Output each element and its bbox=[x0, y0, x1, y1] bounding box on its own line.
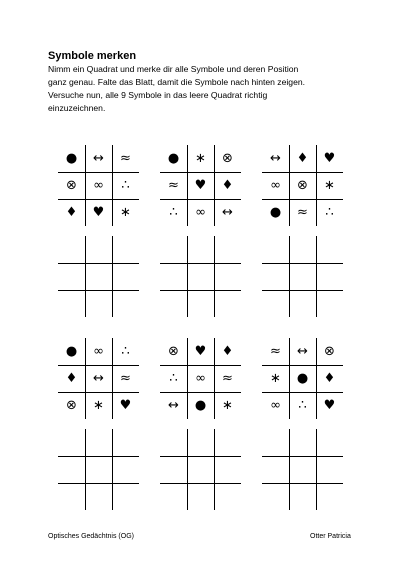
symbol-cell: ∗ bbox=[120, 205, 131, 220]
symbol-cell: ● bbox=[269, 205, 282, 220]
grid-line-horizontal bbox=[58, 290, 139, 291]
symbol-cell: ↔ bbox=[222, 205, 233, 220]
instruction-line: Nimm ein Quadrat und merke dir alle Symbole und deren Position bbox=[48, 64, 299, 74]
grid-line-vertical bbox=[289, 429, 290, 510]
footer-left: Optisches Gedächtnis (OG) bbox=[48, 533, 134, 540]
grid-line-horizontal bbox=[160, 263, 241, 264]
symbol-cell: ↔ bbox=[168, 398, 179, 413]
instruction-line: einzuzeichnen. bbox=[48, 103, 106, 113]
symbol-grid bbox=[262, 145, 343, 226]
symbol-cell: ∞ bbox=[93, 344, 104, 359]
grid-line-horizontal bbox=[262, 456, 343, 457]
symbol-cell: ∞ bbox=[195, 205, 206, 220]
grid-line-vertical bbox=[316, 429, 317, 510]
symbol-cell: ● bbox=[65, 344, 78, 359]
grid-line-horizontal bbox=[160, 456, 241, 457]
symbol-cell: ≈ bbox=[297, 205, 308, 220]
symbol-cell: ∞ bbox=[270, 178, 281, 193]
symbol-grid bbox=[160, 338, 241, 419]
empty-answer-grid bbox=[262, 236, 343, 317]
symbol-cell: ↔ bbox=[93, 371, 104, 386]
symbol-cell: ⊗ bbox=[66, 178, 77, 193]
symbol-cell: ● bbox=[65, 151, 78, 166]
grid-line-horizontal bbox=[58, 483, 139, 484]
symbol-cell: ⊗ bbox=[222, 151, 233, 166]
symbol-cell: ≈ bbox=[120, 151, 131, 166]
symbol-cell: ∴ bbox=[121, 344, 130, 359]
symbol-cell: ≈ bbox=[222, 371, 233, 386]
grid-line-vertical bbox=[85, 429, 86, 510]
worksheet-title: Symbole merken bbox=[48, 50, 137, 62]
instruction-line: Versuche nun, alle 9 Symbole in das leere Quadrat richtig bbox=[48, 90, 268, 100]
symbol-cell: ♦ bbox=[65, 205, 78, 220]
grid-line-horizontal bbox=[58, 456, 139, 457]
symbol-cell: ∴ bbox=[169, 371, 178, 386]
symbol-cell: ≈ bbox=[270, 344, 281, 359]
symbol-cell: ⊗ bbox=[324, 344, 335, 359]
empty-answer-grid bbox=[58, 429, 139, 510]
symbol-cell: ● bbox=[296, 371, 309, 386]
grid-line-vertical bbox=[112, 236, 113, 317]
empty-answer-grid bbox=[262, 429, 343, 510]
grid-line-vertical bbox=[316, 236, 317, 317]
symbol-cell: ♦ bbox=[221, 344, 234, 359]
symbol-cell: ≈ bbox=[168, 178, 179, 193]
empty-answer-grid bbox=[160, 429, 241, 510]
grid-line-vertical bbox=[187, 429, 188, 510]
symbol-cell: ∴ bbox=[298, 398, 307, 413]
symbol-cell: ● bbox=[194, 398, 207, 413]
symbol-cell: ♥ bbox=[92, 205, 105, 220]
symbol-cell: ↔ bbox=[93, 151, 104, 166]
symbol-cell: ∴ bbox=[121, 178, 130, 193]
empty-answer-grid bbox=[160, 236, 241, 317]
symbol-cell: ● bbox=[167, 151, 180, 166]
symbol-grid bbox=[160, 145, 241, 226]
symbol-cell: ∗ bbox=[222, 398, 233, 413]
symbol-grid bbox=[58, 145, 139, 226]
symbol-grid bbox=[58, 338, 139, 419]
symbol-cell: ↔ bbox=[270, 151, 281, 166]
symbol-cell: ⊗ bbox=[168, 344, 179, 359]
symbol-cell: ⊗ bbox=[297, 178, 308, 193]
symbol-cell: ♦ bbox=[296, 151, 309, 166]
grid-line-vertical bbox=[214, 429, 215, 510]
symbol-cell: ♥ bbox=[323, 151, 336, 166]
grid-line-vertical bbox=[112, 429, 113, 510]
symbol-grid bbox=[262, 338, 343, 419]
grid-line-vertical bbox=[85, 236, 86, 317]
symbol-cell: ♦ bbox=[221, 178, 234, 193]
symbol-cell: ∞ bbox=[195, 371, 206, 386]
symbol-cell: ∞ bbox=[270, 398, 281, 413]
symbol-cell: ♥ bbox=[194, 178, 207, 193]
grid-line-horizontal bbox=[262, 483, 343, 484]
symbol-cell: ♦ bbox=[323, 371, 336, 386]
symbol-cell: ∗ bbox=[270, 371, 281, 386]
grid-line-vertical bbox=[289, 236, 290, 317]
grid-line-vertical bbox=[187, 236, 188, 317]
symbol-cell: ∴ bbox=[169, 205, 178, 220]
empty-answer-grid bbox=[58, 236, 139, 317]
symbol-cell: ≈ bbox=[120, 371, 131, 386]
symbol-cell: ∗ bbox=[93, 398, 104, 413]
instructions bbox=[48, 63, 368, 115]
symbol-cell: ♥ bbox=[323, 398, 336, 413]
instruction-line: ganz genau. Falte das Blatt, damit die Symbole nach hinten zeigen. bbox=[48, 77, 306, 87]
symbol-cell: ♥ bbox=[194, 344, 207, 359]
symbol-cell: ♥ bbox=[119, 398, 132, 413]
grid-line-horizontal bbox=[262, 263, 343, 264]
symbol-cell: ⊗ bbox=[66, 398, 77, 413]
grid-line-horizontal bbox=[262, 290, 343, 291]
symbol-cell: ∴ bbox=[325, 205, 334, 220]
symbol-cell: ↔ bbox=[297, 344, 308, 359]
grid-line-horizontal bbox=[160, 290, 241, 291]
symbol-cell: ∗ bbox=[324, 178, 335, 193]
grid-line-horizontal bbox=[160, 483, 241, 484]
symbol-cell: ∞ bbox=[93, 178, 104, 193]
symbol-cell: ♦ bbox=[65, 371, 78, 386]
footer-right: Otter Patricia bbox=[310, 533, 351, 540]
grid-line-horizontal bbox=[58, 263, 139, 264]
symbol-cell: ∗ bbox=[195, 151, 206, 166]
grid-line-vertical bbox=[214, 236, 215, 317]
